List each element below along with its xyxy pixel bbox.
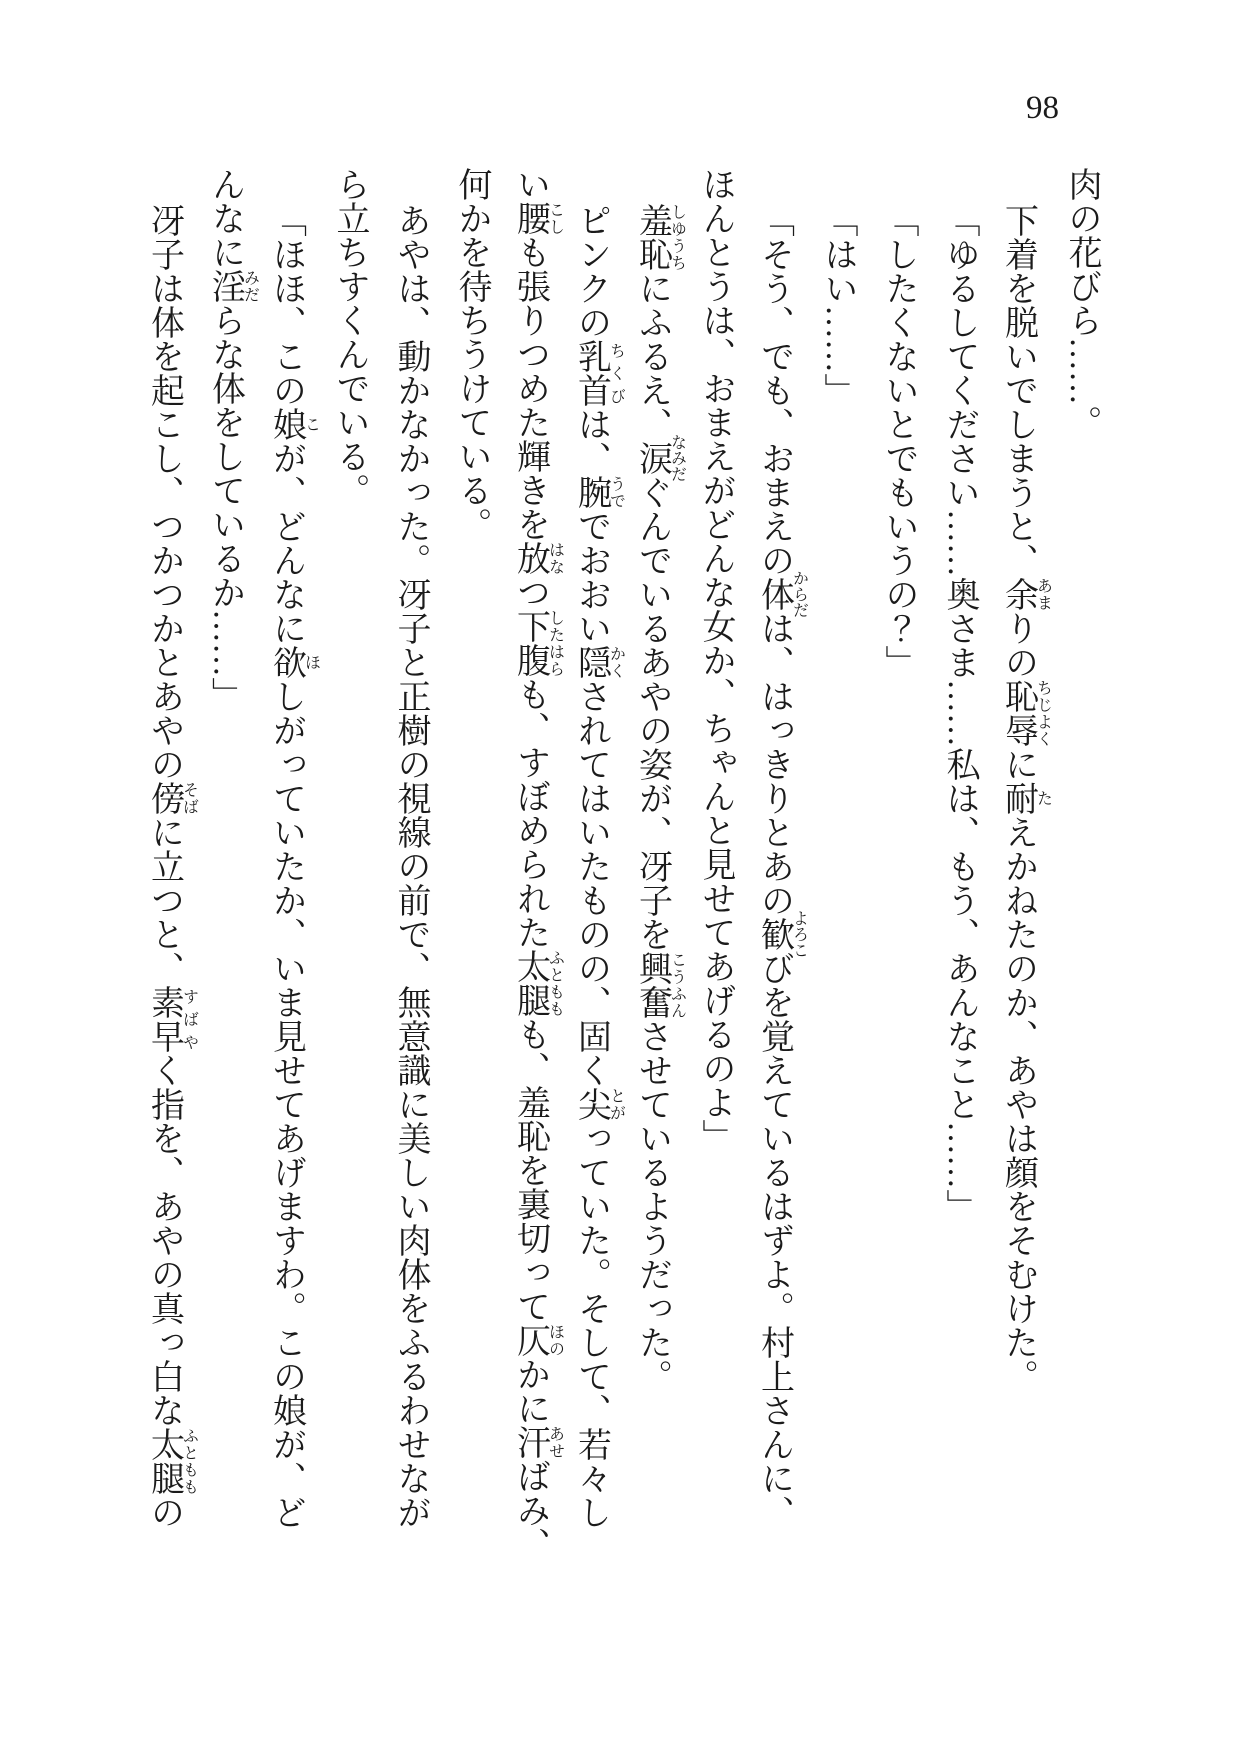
furigana-ruby: 娘こ bbox=[267, 407, 320, 441]
furigana-ruby: 興奮こうふん bbox=[633, 951, 686, 1019]
furigana-ruby: 歓よろこ bbox=[755, 910, 808, 958]
furigana-ruby: 隠かく bbox=[572, 645, 625, 679]
text-column: 「したくないとでもいうの？」 bbox=[880, 203, 917, 679]
furigana-ruby: 淫みだ bbox=[206, 269, 259, 303]
furigana-ruby: 仄ほの bbox=[511, 1323, 564, 1357]
furigana-ruby: 下腹したはら bbox=[511, 609, 564, 677]
furigana-ruby: 欲ほ bbox=[267, 645, 320, 679]
furigana-ruby: 腰こし bbox=[511, 201, 564, 235]
text-column: ピンクの乳首ちくびは、腕うででおおい隠かくされてはいたものの、固く尖とがっていた。そして、若々し bbox=[572, 203, 625, 1529]
page-number: 98 bbox=[1026, 90, 1059, 126]
text-column: 下着を脱いでしまうと、余あまりの恥辱ちじよくに耐たえかねたのか、あやは顔をそむけた。 bbox=[999, 203, 1052, 1393]
text-column: ら立ちすくんでいる。 bbox=[331, 167, 368, 507]
furigana-ruby: 汗あせ bbox=[511, 1425, 564, 1459]
furigana-ruby: 放はな bbox=[511, 541, 564, 575]
furigana-ruby: 太腿ふともも bbox=[145, 1427, 198, 1495]
text-column: 「はい……」 bbox=[819, 203, 856, 407]
text-column: 羞恥しゆうちにふるえ、涙なみだぐんでいるあやの姿が、冴子を興奮こうふんさせているようだった。 bbox=[633, 203, 686, 1393]
furigana-ruby: 羞恥しゆうち bbox=[633, 203, 686, 271]
furigana-ruby: 体からだ bbox=[755, 570, 808, 618]
furigana-ruby: 素早すばや bbox=[145, 985, 198, 1053]
furigana-ruby: 耐た bbox=[999, 781, 1052, 815]
text-column: 冴子は体を起こし、つかつかとあやの傍そばに立つと、素早すばやく指を、あやの真っ白な太腿ふとももの bbox=[145, 203, 198, 1529]
text-column: 「そう、でも、おまえの体からだは、はっきりとあの歓よろこびを覚えているはずよ。村上さんに、 bbox=[755, 203, 808, 1529]
furigana-ruby: 腕うで bbox=[572, 475, 625, 509]
text-column: ほんとうは、おまえがどんな女か、ちゃんと見せてあげるのよ」 bbox=[697, 167, 734, 1153]
furigana-ruby: 太腿ふともも bbox=[511, 949, 564, 1017]
furigana-ruby: 傍そば bbox=[145, 781, 198, 815]
text-column: あやは、動かなかった。冴子と正樹の視線の前で、無意識に美しい肉体をふるわせなが bbox=[392, 203, 429, 1529]
furigana-ruby: 余あま bbox=[999, 577, 1052, 611]
text-column: い腰こしも張りつめた輝きを放はなつ下腹したはらも、すぼめられた太腿ふとももも、羞恥を裏切って仄ほのかに汗あせばみ、 bbox=[511, 167, 564, 1561]
furigana-ruby: 乳首ちくび bbox=[572, 339, 625, 407]
furigana-ruby: 尖とが bbox=[572, 1087, 625, 1121]
text-column: 何かを待ちうけている。 bbox=[453, 167, 490, 541]
furigana-ruby: 涙なみだ bbox=[633, 434, 686, 482]
text-column: 「ゆるしてください……奥さま……私は、もう、あんなこと……」 bbox=[941, 203, 978, 1223]
furigana-ruby: 恥辱ちじよく bbox=[999, 679, 1052, 747]
text-column: んなに淫みだらな体をしているか……」 bbox=[206, 167, 259, 711]
text-column: 肉の花びら……。 bbox=[1063, 167, 1100, 439]
text-column: 「ほほ、この娘こが、どんなに欲ほしがっていたか、いま見せてあげますわ。この娘が、ど bbox=[267, 203, 320, 1529]
text-block bbox=[136, 167, 1112, 1587]
